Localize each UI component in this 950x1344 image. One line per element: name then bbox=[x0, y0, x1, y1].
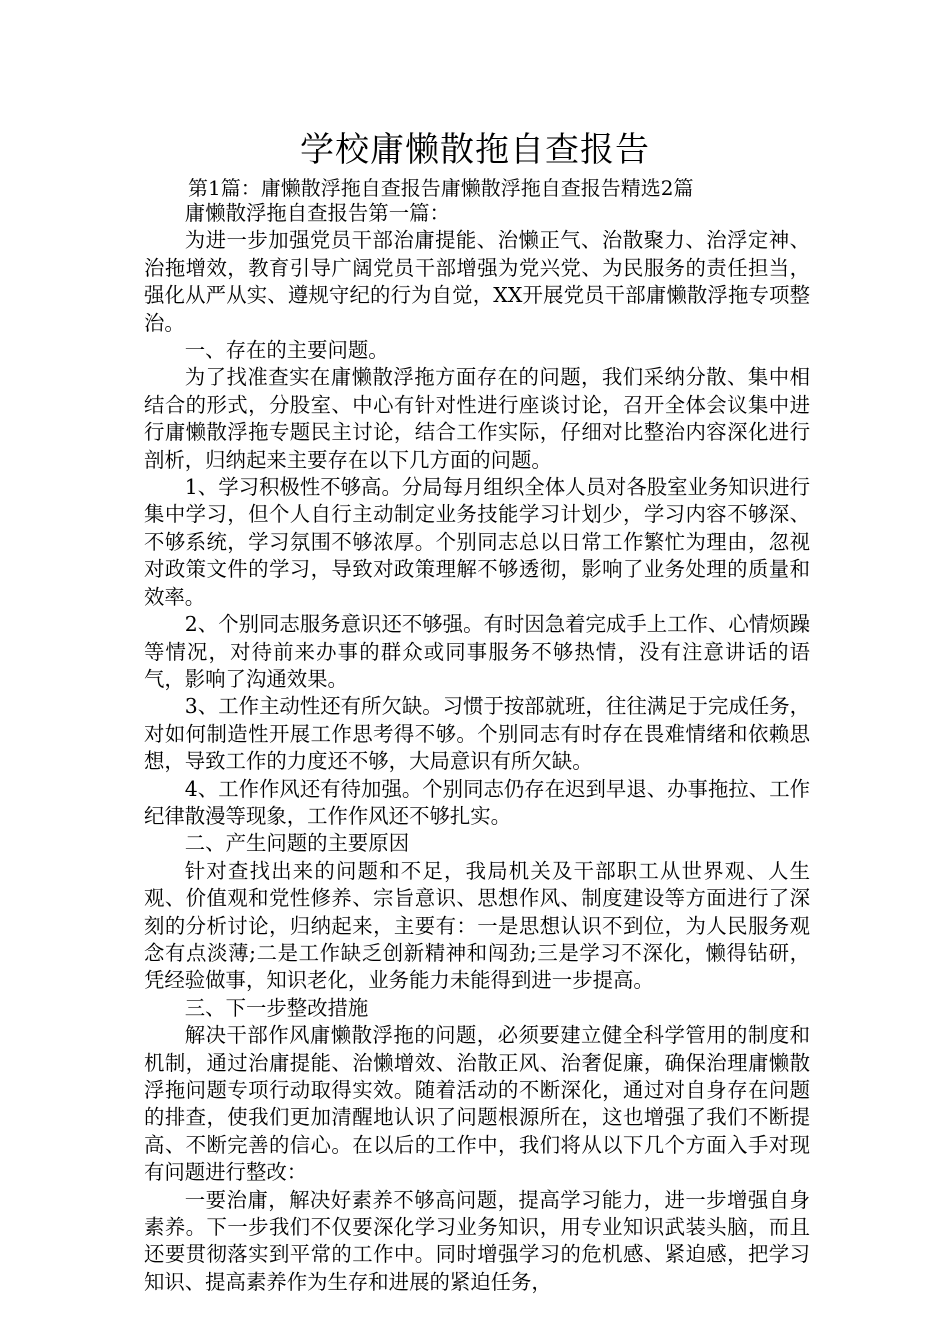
paragraph: 4、工作作风还有待加强。个别同志仍存在迟到早退、办事拖拉、工作纪律散漫等现象，工作作风还不够扎实。 bbox=[144, 776, 810, 828]
paragraph-intro-heading: 庸懒散浮拖自查报告第一篇： bbox=[184, 201, 450, 225]
document-subtitle: 第1篇：庸懒散浮拖自查报告庸懒散浮拖自查报告精选2篇 bbox=[188, 176, 694, 200]
section-heading: 二、产生问题的主要原因 bbox=[184, 831, 410, 856]
document-body bbox=[144, 200, 810, 1296]
paragraph: 针对查找出来的问题和不足，我局机关及干部职工从世界观、人生观、价值观和党性修养、宗旨意识、思想作风、制度建设等方面进行了深刻的分析讨论，归纳起来，主要有：一是思想认识不到位，为人民服务观念有点淡薄;二是工作缺乏创新精神和闯劲;三是学习不深化，懒得钻研，凭经验做事，知识老化，业务能力未能得到进一步提高。 bbox=[144, 858, 810, 993]
paragraph: 为了找准查实在庸懒散浮拖方面存在的问题，我们采纳分散、集中相结合的形式，分股室、中心有针对性进行座谈讨论，召开全体会议集中进行庸懒散浮拖专题民主讨论，结合工作实际，仔细对比整治内容深化进行剖析，归纳起来主要存在以下几方面的问题。 bbox=[144, 365, 810, 472]
paragraph: 为进一步加强党员干部治庸提能、治懒正气、治散聚力、治浮定神、治拖增效，教育引导广阔党员干部增强为党兴党、为民服务的责任担当，强化从严从实、遵规守纪的行为自觉，XX开展党员干部庸懒散浮拖专项整治。 bbox=[144, 228, 810, 335]
paragraph: 一要治庸，解决好素养不够高问题，提高学习能力，进一步增强自身素养。下一步我们不仅要深化学习业务知识，用专业知识武装头脑，而且还要贯彻落实到平常的工作中。同时增强学习的危机感、紧迫感，把学习知识、提高素养作为生存和进展的紧迫任务， bbox=[144, 1187, 810, 1294]
paragraph: 1、学习积极性不够高。分局每月组织全体人员对各股室业务知识进行集中学习，但个人自行主动制定业务技能学习计划少，学习内容不够深、不够系统，学习氛围不够浓厚。个别同志总以日常工作繁忙为理由，忽视对政策文件的学习，导致对政策理解不够透彻，影响了业务处理的质量和效率。 bbox=[144, 475, 810, 609]
paragraph: 解决干部作风庸懒散浮拖的问题，必须要建立健全科学管用的制度和机制，通过治庸提能、治懒增效、治散正风、治奢促廉，确保治理庸懒散浮拖问题专项行动取得实效。随着活动的不断深化，通过对自身存在问题的排查，使我们更加清醒地认识了问题根源所在，这也增强了我们不断提高、不断完善的信心。在以后的工作中，我们将从以下几个方面入手对现有问题进行整改： bbox=[144, 1023, 810, 1185]
document-title: 学校庸懒散拖自查报告 bbox=[300, 130, 650, 170]
paragraph: 3、工作主动性还有所欠缺。习惯于按部就班，往往满足于完成任务，对如何制造性开展工作思考得不够。个别同志有时存在畏难情绪和依赖思想，导致工作的力度还不够，大局意识有所欠缺。 bbox=[144, 694, 810, 774]
section-heading: 一、存在的主要问题。 bbox=[184, 338, 389, 363]
paragraph: 2、个别同志服务意识还不够强。有时因急着完成手上工作、心情烦躁等情况，对待前来办事的群众或同事服务不够热情，没有注意讲话的语气，影响了沟通效果。 bbox=[144, 612, 810, 691]
section-heading: 三、下一步整改措施 bbox=[184, 995, 369, 1020]
